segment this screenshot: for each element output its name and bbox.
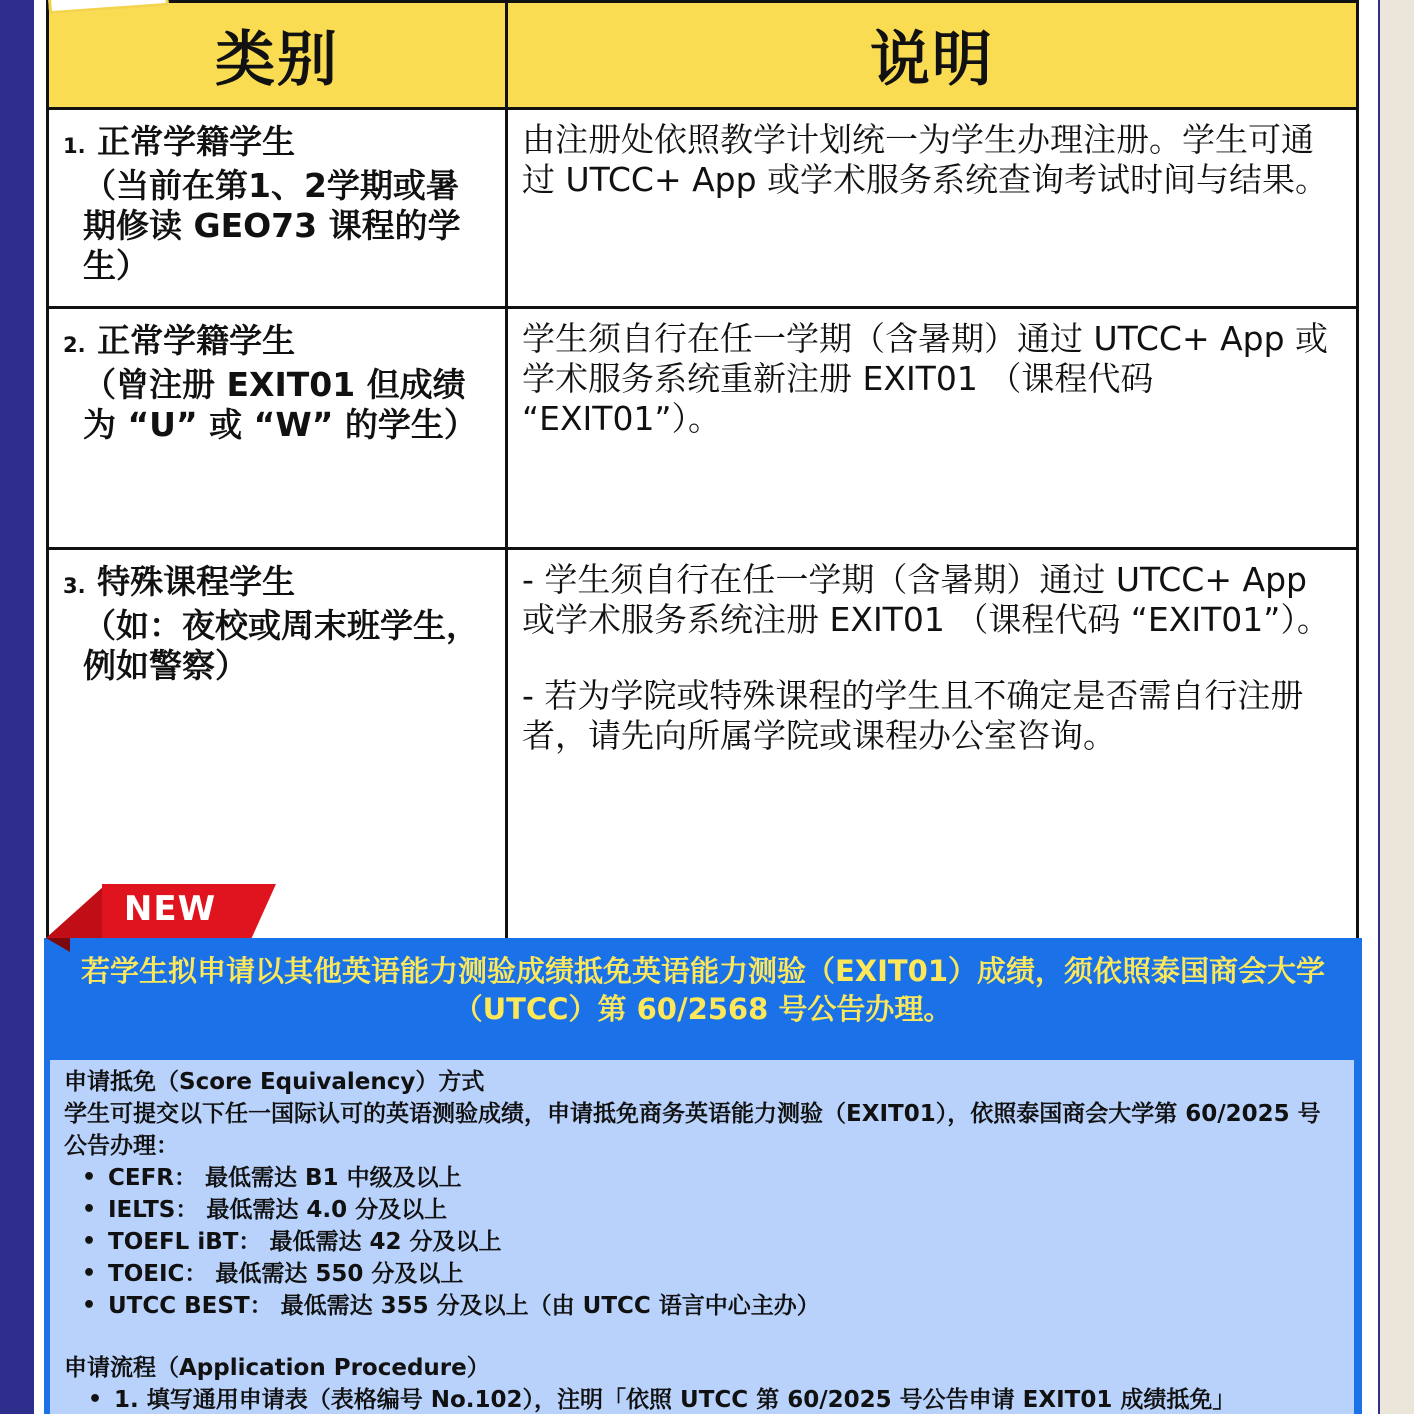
section-text-equivalency: 学生可提交以下任一国际认可的英语测验成绩，申请抵免商务英语能力测验（EXIT01），依照泰国商会大学第 60/2025 号公告办理： — [64, 1101, 1321, 1159]
announcement-panel — [44, 938, 1362, 1414]
row-1-title: 正常学籍学生 — [97, 122, 296, 161]
row-1-description — [505, 107, 1359, 309]
row-1-desc-text: 由注册处依照教学计划统一为学生办理注册。学生可通过 UTCC+ App 或学术服务系统查询考试时间与结果。 — [522, 120, 1329, 199]
header-description: 说明 — [505, 0, 1359, 110]
steps-list — [64, 1384, 1340, 1414]
new-ribbon — [46, 884, 231, 954]
new-badge-label: NEW — [123, 889, 217, 929]
announcement-title: 若学生拟申请以其他英语能力测验成绩抵免英语能力测验（EXIT01）成绩，须依照泰国商会大学（UTCC）第 60/2568 号公告办理。 — [80, 954, 1326, 1026]
header-category: 类别 — [46, 0, 508, 110]
list-item: • UTCC BEST： 最低需达 355 分及以上（由 UTCC 语言中心主办） — [82, 1290, 1340, 1322]
row-2-subtitle: （曾注册 EXIT01 但成绩为 “U” 或 “W” 的学生） — [83, 365, 477, 444]
row-3-desc-text-1: - 学生须自行在任一学期（含暑期）通过 UTCC+ App 或学术服务系统注册 EXIT01 （课程代码 “EXIT01”）。 — [522, 560, 1330, 639]
row-3-subtitle: （如：夜校或周末班学生，例如警察） — [83, 606, 479, 685]
list-item: • TOEIC： 最低需达 550 分及以上 — [82, 1258, 1340, 1290]
registration-table — [46, 0, 1359, 940]
row-1-number: 1. — [63, 134, 86, 158]
section-heading-procedure: 申请流程（Application Procedure） — [64, 1355, 490, 1381]
list-item: • 1. 填写通用申请表（表格编号 No.102），注明「依照 UTCC 第 60/2025 号公告申请 EXIT01 成绩抵免」 — [88, 1384, 1340, 1414]
row-2-description — [505, 306, 1359, 550]
row-2-category — [46, 306, 508, 550]
row-2-number: 2. — [63, 333, 86, 357]
row-2-desc-text: 学生须自行在任一学期（含暑期）通过 UTCC+ App 或学术服务系统重新注册 EXIT01 （课程代码 “EXIT01”）。 — [522, 319, 1329, 438]
list-item: • TOEFL iBT： 最低需达 42 分及以上 — [82, 1226, 1340, 1258]
list-item: • CEFR： 最低需达 B1 中级及以上 — [82, 1162, 1340, 1194]
row-3-title: 特殊课程学生 — [97, 562, 296, 601]
row-1-subtitle: （当前在第1、2学期或暑期修读 GEO73 课程的学生） — [83, 166, 461, 285]
section-heading-equivalency: 申请抵免（Score Equivalency）方式 — [64, 1069, 485, 1095]
row-2-title: 正常学籍学生 — [97, 321, 296, 360]
page-edge — [1380, 0, 1414, 1414]
list-item: • IELTS： 最低需达 4.0 分及以上 — [82, 1194, 1340, 1226]
criteria-list — [64, 1162, 1340, 1322]
row-1-category — [46, 107, 508, 309]
equivalency-info-box — [50, 1060, 1354, 1414]
row-3-desc-text-2: - 若为学院或特殊课程的学生且不确定是否需自行注册者，请先向所属学院或课程办公室咨询。 — [522, 676, 1304, 755]
row-3-number: 3. — [63, 574, 86, 598]
row-3-description — [505, 547, 1359, 947]
